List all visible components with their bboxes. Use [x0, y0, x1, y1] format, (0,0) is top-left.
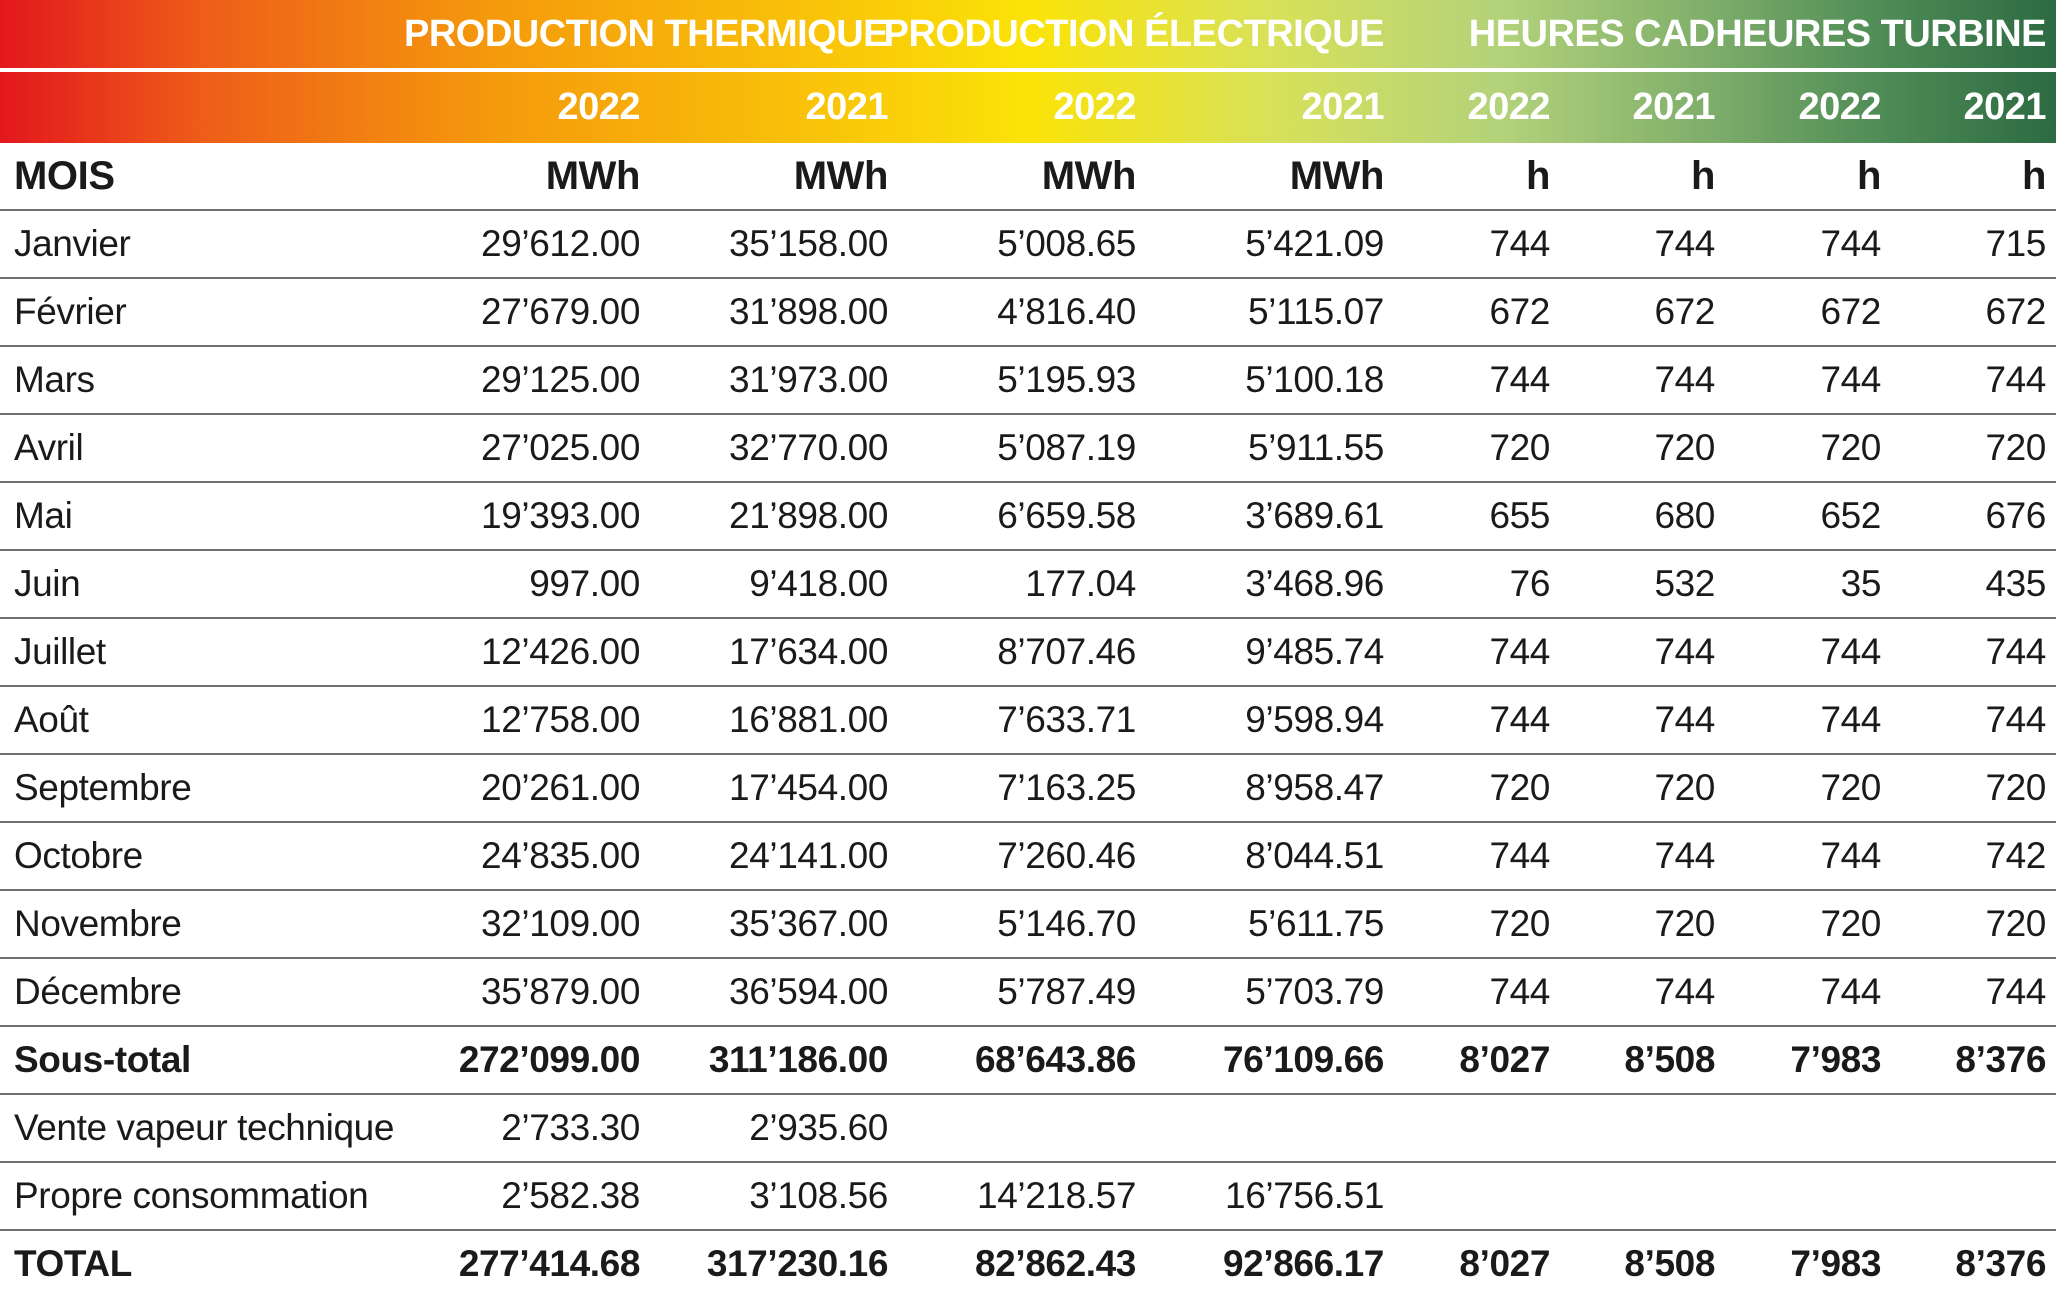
table-cell: 680 — [1654, 495, 1715, 536]
table-cell: 672 — [1654, 291, 1715, 332]
table-cell: 744 — [1820, 631, 1881, 672]
table-cell: 720 — [1654, 427, 1715, 468]
table-cell: 16’756.51 — [1225, 1175, 1384, 1216]
table-cell: 720 — [1489, 427, 1550, 468]
table-cell: 744 — [1820, 699, 1881, 740]
table-cell: 720 — [1489, 903, 1550, 944]
table-cell: 92’866.17 — [1222, 1243, 1384, 1284]
table-cell: 9’485.74 — [1245, 631, 1384, 672]
table-cell: 8’376 — [1955, 1243, 2046, 1284]
table-cell: 744 — [1654, 971, 1715, 1012]
table-cell: 744 — [1489, 223, 1550, 264]
production-table — [0, 143, 2056, 1299]
table-cell: 2’733.30 — [501, 1107, 640, 1148]
year-header: 2021 — [1632, 86, 1715, 128]
table-cell: 31’973.00 — [729, 359, 888, 400]
table-cell: 997.00 — [529, 563, 640, 604]
table-cell: 9’598.94 — [1245, 699, 1384, 740]
unit-header: MWh — [1041, 153, 1136, 198]
table-cell: 744 — [1489, 971, 1550, 1012]
table-cell: 672 — [1489, 291, 1550, 332]
table-cell: 720 — [1820, 903, 1881, 944]
table-cell: 20’261.00 — [481, 767, 640, 808]
year-header: 2021 — [805, 86, 888, 128]
table-row — [0, 551, 2056, 619]
table-cell: 32’770.00 — [729, 427, 888, 468]
table-row — [0, 1163, 2056, 1231]
table-cell: 17’634.00 — [729, 631, 888, 672]
table-cell: 652 — [1820, 495, 1881, 536]
row-label: Sous-total — [14, 1039, 191, 1080]
table-cell: 76 — [1509, 563, 1550, 604]
table-cell: 744 — [1820, 359, 1881, 400]
table-row — [0, 619, 2056, 687]
table-row — [0, 1231, 2056, 1299]
table-cell: 720 — [1489, 767, 1550, 808]
group-header-cad: HEURES CAD — [1468, 12, 1715, 55]
table-cell: 720 — [1820, 767, 1881, 808]
table-cell: 3’108.56 — [749, 1175, 888, 1216]
row-label: Juin — [14, 563, 81, 604]
table-cell: 655 — [1489, 495, 1550, 536]
table-cell: 8’027 — [1459, 1039, 1550, 1080]
unit-header: MWh — [793, 153, 888, 198]
group-header-thermique: PRODUCTION THERMIQUE — [404, 12, 888, 55]
table-row — [0, 279, 2056, 347]
table-cell: 24’835.00 — [481, 835, 640, 876]
year-header: 2021 — [1301, 86, 1384, 128]
table-row — [0, 415, 2056, 483]
unit-header: MWh — [1289, 153, 1384, 198]
table-row — [0, 347, 2056, 415]
table-cell: 317’230.16 — [706, 1243, 888, 1284]
table-cell: 35’158.00 — [729, 223, 888, 264]
table-cell: 31’898.00 — [729, 291, 888, 332]
table-cell: 744 — [1985, 631, 2046, 672]
table-cell: 27’025.00 — [481, 427, 640, 468]
table-cell: 7’983 — [1790, 1039, 1881, 1080]
table-cell: 744 — [1985, 971, 2046, 1012]
row-label: Janvier — [14, 223, 131, 264]
table-cell: 676 — [1985, 495, 2046, 536]
table-cell: 12’426.00 — [481, 631, 640, 672]
table-cell: 715 — [1985, 223, 2046, 264]
row-label: Février — [14, 291, 127, 332]
table-cell: 435 — [1985, 563, 2046, 604]
table-cell: 35 — [1840, 563, 1881, 604]
table-cell: 5’787.49 — [997, 971, 1136, 1012]
table-cell: 8’958.47 — [1245, 767, 1384, 808]
table-cell: 35’879.00 — [481, 971, 640, 1012]
table-cell: 311’186.00 — [708, 1039, 888, 1080]
unit-header: h — [2021, 153, 2046, 198]
table-row — [0, 1095, 2056, 1163]
group-header-turbine: HEURES TURBINE — [1715, 12, 2046, 55]
table-cell: 24’141.00 — [729, 835, 888, 876]
unit-header: MWh — [545, 153, 640, 198]
table-cell: 5’611.75 — [1247, 903, 1384, 944]
row-label: Juillet — [14, 631, 106, 672]
table-cell: 277’414.68 — [458, 1243, 640, 1284]
table-cell: 720 — [1654, 903, 1715, 944]
row-label: Avril — [14, 427, 84, 468]
table-cell: 744 — [1820, 223, 1881, 264]
table-cell: 68’643.86 — [974, 1039, 1136, 1080]
row-label: Août — [14, 699, 89, 740]
mois-header: MOIS — [14, 153, 115, 198]
table-cell: 4’816.40 — [997, 291, 1136, 332]
table-cell: 744 — [1654, 359, 1715, 400]
table-cell: 7’163.25 — [997, 767, 1136, 808]
table-cell: 720 — [1985, 903, 2046, 944]
table-cell: 76’109.66 — [1222, 1039, 1384, 1080]
table-cell: 5’008.65 — [997, 223, 1136, 264]
year-header: 2022 — [1798, 86, 1881, 128]
table-cell: 9’418.00 — [749, 563, 888, 604]
table-cell: 27’679.00 — [481, 291, 640, 332]
table-cell: 14’218.57 — [977, 1175, 1136, 1216]
table-cell: 17’454.00 — [729, 767, 888, 808]
row-label: TOTAL — [14, 1243, 132, 1284]
table-cell: 5’115.07 — [1247, 291, 1384, 332]
table-row — [0, 211, 2056, 279]
table-cell: 744 — [1820, 835, 1881, 876]
table-row — [0, 1027, 2056, 1095]
unit-header: h — [1856, 153, 1881, 198]
table-cell: 7’633.71 — [997, 699, 1136, 740]
row-label: Septembre — [14, 767, 192, 808]
table-cell: 744 — [1489, 631, 1550, 672]
row-label: Propre consommation — [14, 1175, 369, 1216]
year-header-band — [0, 72, 2056, 143]
row-label: Mars — [14, 359, 95, 400]
table-cell: 5’703.79 — [1245, 971, 1384, 1012]
table-cell: 3’468.96 — [1245, 563, 1384, 604]
table-cell: 32’109.00 — [481, 903, 640, 944]
group-header-electrique: PRODUCTION ÉLECTRIQUE — [883, 12, 1384, 55]
table-cell: 720 — [1985, 427, 2046, 468]
table-row — [0, 755, 2056, 823]
table-cell: 6’659.58 — [997, 495, 1136, 536]
table-cell: 8’376 — [1955, 1039, 2046, 1080]
table-cell: 5’421.09 — [1245, 223, 1384, 264]
table-row — [0, 687, 2056, 755]
table-cell: 272’099.00 — [458, 1039, 640, 1080]
table-row — [0, 891, 2056, 959]
table-cell: 5’195.93 — [997, 359, 1136, 400]
table-cell: 744 — [1489, 699, 1550, 740]
row-label: Mai — [14, 495, 73, 536]
table-cell: 2’935.60 — [749, 1107, 888, 1148]
table-cell: 36’594.00 — [729, 971, 888, 1012]
table-cell: 744 — [1654, 835, 1715, 876]
table-cell: 21’898.00 — [729, 495, 888, 536]
table-cell: 720 — [1985, 767, 2046, 808]
table-cell: 8’508 — [1624, 1243, 1715, 1284]
table-cell: 744 — [1820, 971, 1881, 1012]
table-cell: 8’508 — [1624, 1039, 1715, 1080]
table-cell: 177.04 — [1025, 563, 1136, 604]
table-cell: 744 — [1654, 223, 1715, 264]
table-cell: 7’983 — [1790, 1243, 1881, 1284]
table-cell: 5’146.70 — [997, 903, 1136, 944]
year-header: 2022 — [1053, 86, 1136, 128]
table-cell: 16’881.00 — [729, 699, 888, 740]
table-body — [0, 211, 2056, 1299]
group-header-band — [0, 0, 2056, 68]
table-cell: 2’582.38 — [501, 1175, 640, 1216]
table-cell: 35’367.00 — [729, 903, 888, 944]
table-cell: 82’862.43 — [974, 1243, 1136, 1284]
row-label: Vente vapeur technique — [14, 1107, 395, 1148]
table-cell: 720 — [1654, 767, 1715, 808]
table-cell: 720 — [1820, 427, 1881, 468]
table-cell: 7’260.46 — [997, 835, 1136, 876]
unit-header: h — [1525, 153, 1550, 198]
units-row — [0, 143, 2056, 211]
table-cell: 672 — [1820, 291, 1881, 332]
table-cell: 742 — [1985, 835, 2046, 876]
table-cell: 744 — [1985, 699, 2046, 740]
row-label: Novembre — [14, 903, 182, 944]
table-cell: 3’689.61 — [1245, 495, 1384, 536]
unit-header: h — [1690, 153, 1715, 198]
year-header: 2021 — [1963, 86, 2046, 128]
table-cell: 744 — [1985, 359, 2046, 400]
table-cell: 5’911.55 — [1247, 427, 1384, 468]
table-cell: 8’027 — [1459, 1243, 1550, 1284]
table-cell: 672 — [1985, 291, 2046, 332]
table-cell: 29’612.00 — [481, 223, 640, 264]
table-row — [0, 823, 2056, 891]
table-cell: 744 — [1489, 835, 1550, 876]
year-header: 2022 — [1467, 86, 1550, 128]
table-cell: 12’758.00 — [481, 699, 640, 740]
table-cell: 744 — [1654, 699, 1715, 740]
table-cell: 532 — [1654, 563, 1715, 604]
table-cell: 744 — [1489, 359, 1550, 400]
table-cell: 5’087.19 — [997, 427, 1136, 468]
table-row — [0, 483, 2056, 551]
row-label: Décembre — [14, 971, 182, 1012]
table-cell: 5’100.18 — [1245, 359, 1384, 400]
table-cell: 19’393.00 — [481, 495, 640, 536]
table-cell: 29’125.00 — [481, 359, 640, 400]
row-label: Octobre — [14, 835, 143, 876]
table-cell: 8’707.46 — [997, 631, 1136, 672]
table-row — [0, 959, 2056, 1027]
year-header: 2022 — [557, 86, 640, 128]
table-cell: 744 — [1654, 631, 1715, 672]
table-cell: 8’044.51 — [1245, 835, 1384, 876]
